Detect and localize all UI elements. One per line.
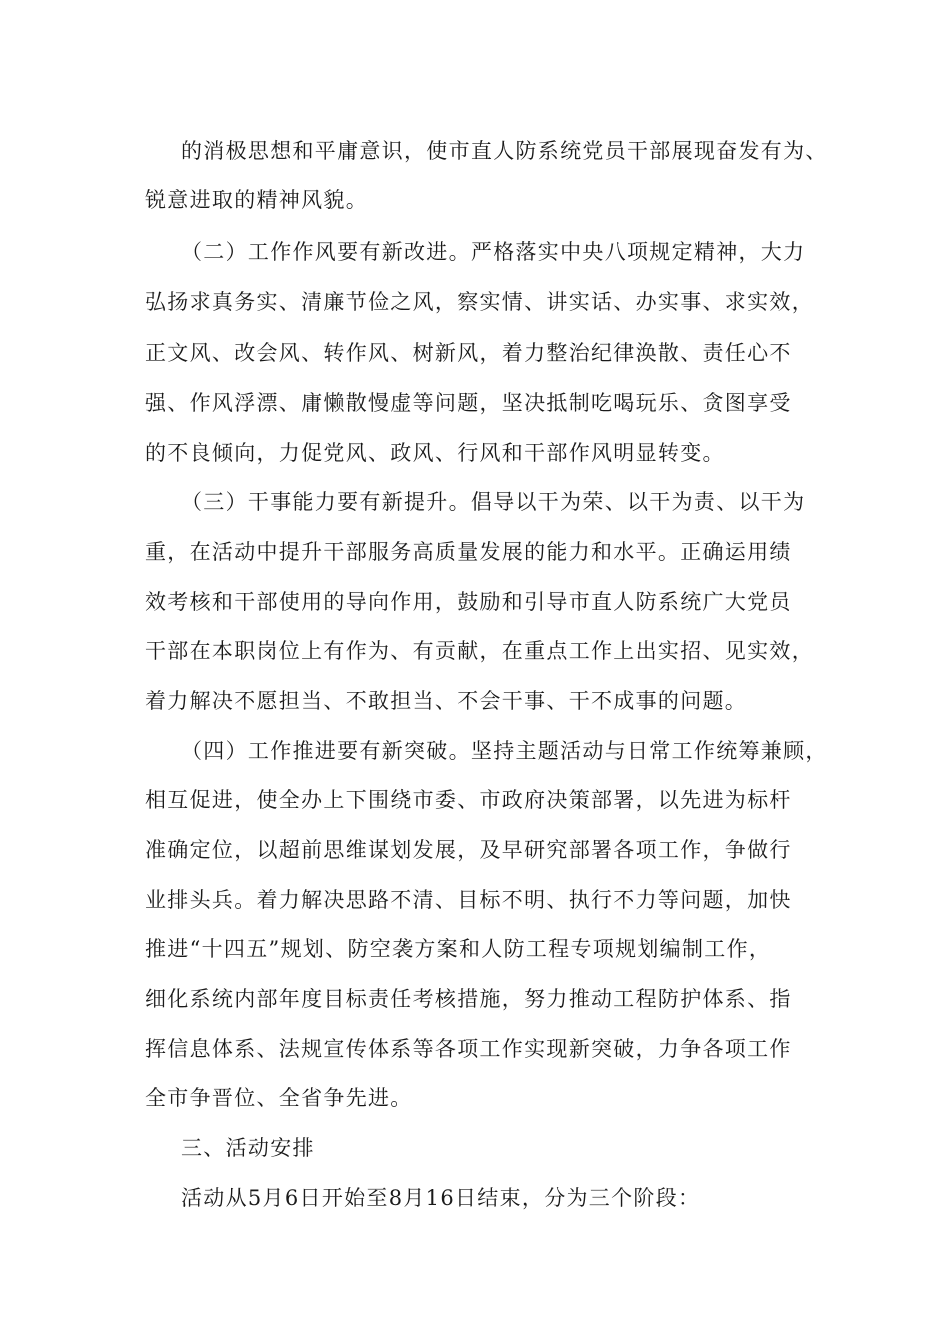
text-line-17: 推进“十四五”规划、防空袭方案和人防工程专项规划编制工作， (145, 937, 772, 961)
text-line-19: 挥信息体系、法规宣传体系等各项工作实现新突破，力争各项工作 (145, 1037, 792, 1061)
text-line-9: 重，在活动中提升干部服务高质量发展的能力和水平。正确运用绩 (145, 540, 792, 564)
text-line-6: 强、作风浮漂、庸懒散慢虚等问题，坚决抵制吃喝玩乐、贪图享受 (145, 391, 792, 415)
text-line-2: 锐意进取的精神风貌。 (145, 188, 368, 212)
text-line-7: 的不良倾向，力促党风、政风、行风和干部作风明显转变。 (145, 441, 725, 465)
text-line-20: 全市争晋位、全省争先进。 (145, 1086, 413, 1110)
text-line-11: 干部在本职岗位上有作为、有贡献，在重点工作上出实招、见实效， (145, 639, 814, 663)
text-line-10: 效考核和干部使用的导向作用，鼓励和引导市直人防系统广大党员 (145, 590, 792, 614)
text-line-12: 着力解决不愿担当、不敢担当、不会干事、干不成事的问题。 (145, 689, 748, 713)
text-line-14: 相互促进，使全办上下围绕市委、市政府决策部署，以先进为标杆 (145, 788, 792, 812)
text-line-22: 活动从5月6日开始至8月16日结束，分为三个阶段： (181, 1186, 701, 1210)
section-heading-4: （四）工作推进要有新突破。坚持主题活动与日常工作统筹兼顾， (181, 739, 828, 763)
text-line-4: 弘扬求真务实、清廉节俭之风，察实情、讲实话、办实事、求实效， (145, 290, 814, 314)
text-line-16: 业排头兵。着力解决思路不清、目标不明、执行不力等问题，加快 (145, 888, 792, 912)
text-line-1: 的消极思想和平庸意识，使市直人防系统党员干部展现奋发有为、 (181, 139, 828, 163)
text-line-5: 正文风、改会风、转作风、树新风，着力整治纪律涣散、责任心不 (145, 341, 792, 365)
text-line-15: 准确定位，以超前思维谋划发展，及早研究部署各项工作，争做行 (145, 838, 792, 862)
section-heading-2: （二）工作作风要有新改进。严格落实中央八项规定精神，大力 (181, 240, 806, 264)
text-line-18: 细化系统内部年度目标责任考核措施，努力推动工程防护体系、指 (145, 987, 792, 1011)
section-heading-activity: 三、活动安排 (181, 1136, 315, 1160)
section-heading-3: （三）干事能力要有新提升。倡导以干为荣、以干为责、以干为 (181, 490, 806, 514)
